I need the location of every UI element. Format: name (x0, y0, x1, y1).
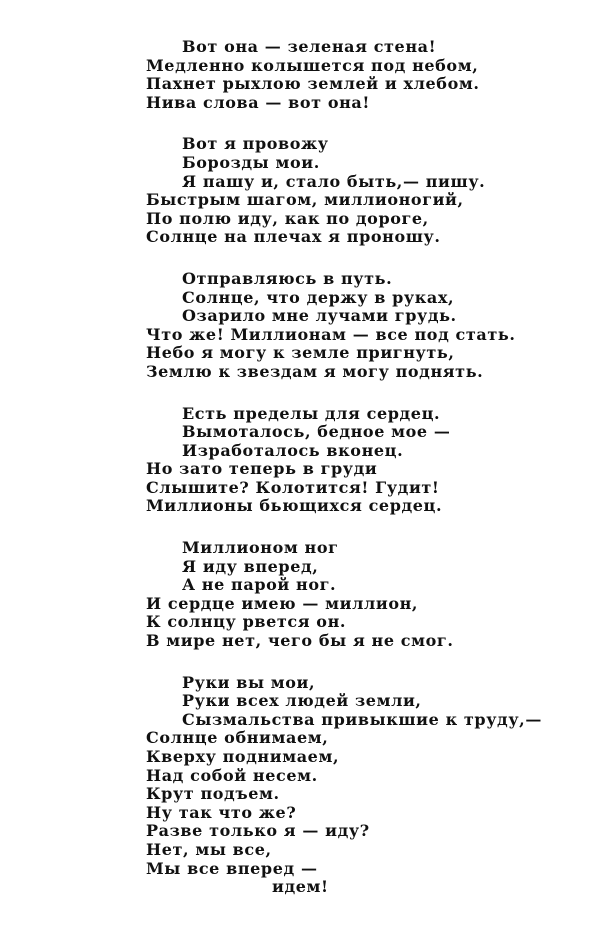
poem-line: Быстрым шагом, миллионогий, (146, 190, 464, 210)
poem-line: Есть пределы для сердец. (182, 403, 441, 423)
poem-line: Изработалось вконец. (182, 440, 404, 460)
poem-line: Сызмальства привыкшие к труду,— (182, 709, 542, 729)
poem-line: Но зато теперь в груди (146, 459, 378, 479)
poem-line: Руки всех людей земли, (182, 691, 422, 711)
poem-line: Солнце обнимаем, (146, 728, 329, 748)
stanza-4 (146, 405, 586, 517)
poem-line: Вот я провожу (182, 134, 329, 154)
poem-line: Миллионом ног (182, 538, 339, 558)
poem-line: Отправляюсь в путь. (182, 268, 393, 288)
poem-line: идем! (272, 877, 329, 897)
poem-line: Солнце, что держу в руках, (182, 287, 455, 307)
poem-line: Пахнет рыхлою землей и хлебом. (146, 74, 480, 94)
poem-line: Солнце на плечах я проношу. (146, 227, 441, 247)
poem-line: По полю иду, как по дороге, (146, 208, 429, 228)
poem-line: Я иду вперед, (182, 556, 319, 576)
poem-line: Борозды мои. (182, 152, 320, 172)
poem-line: Миллионы бьющихся сердец. (146, 496, 443, 516)
poem-line: Что же! Миллионам — все под стать. (146, 324, 516, 344)
poem-line: В мире нет, чего бы я не смог. (146, 631, 454, 651)
poem-line: Мы все вперед — (146, 858, 318, 878)
poem-line: Я пашу и, стало быть,— пишу. (182, 171, 486, 191)
poem-line: Кверху поднимаем, (146, 747, 340, 766)
stanza-6 (146, 674, 586, 897)
poem-line: Слышите? Колотится! Гудит! (146, 477, 440, 497)
stanza-3 (146, 270, 586, 382)
poem-line: Руки вы мои, (182, 672, 316, 692)
poem-line: Медленно колышется под небом, (146, 55, 479, 75)
poem-line: К солнцу рвется он. (146, 612, 347, 632)
poem-line: Вымоталось, бедное мое — (182, 422, 451, 442)
poem-line: Нива слова — вот она! (146, 92, 371, 112)
poem-line: Нет, мы все, (146, 839, 272, 859)
poem-line: Землю к звездам я могу поднять. (146, 361, 484, 381)
stanza-2 (146, 135, 586, 247)
stanza-5 (146, 539, 586, 651)
poem-line: Вот она — зеленая стена! (182, 37, 437, 56)
poem-text (146, 38, 586, 920)
poem-line: А не парой ног. (182, 575, 337, 595)
poem-line: Разве только я — иду? (146, 821, 370, 841)
poem-line: И сердце имею — миллион, (146, 593, 419, 613)
poem-line: Небо я могу к земле пригнуть, (146, 343, 455, 363)
poem-line: Над собой несем. (146, 765, 318, 785)
poem-line: Ну так что же? (146, 802, 297, 822)
poem-line: Крут подъем. (146, 784, 280, 804)
poem-line: Озарило мне лучами грудь. (182, 306, 457, 326)
stanza-1 (146, 38, 586, 112)
